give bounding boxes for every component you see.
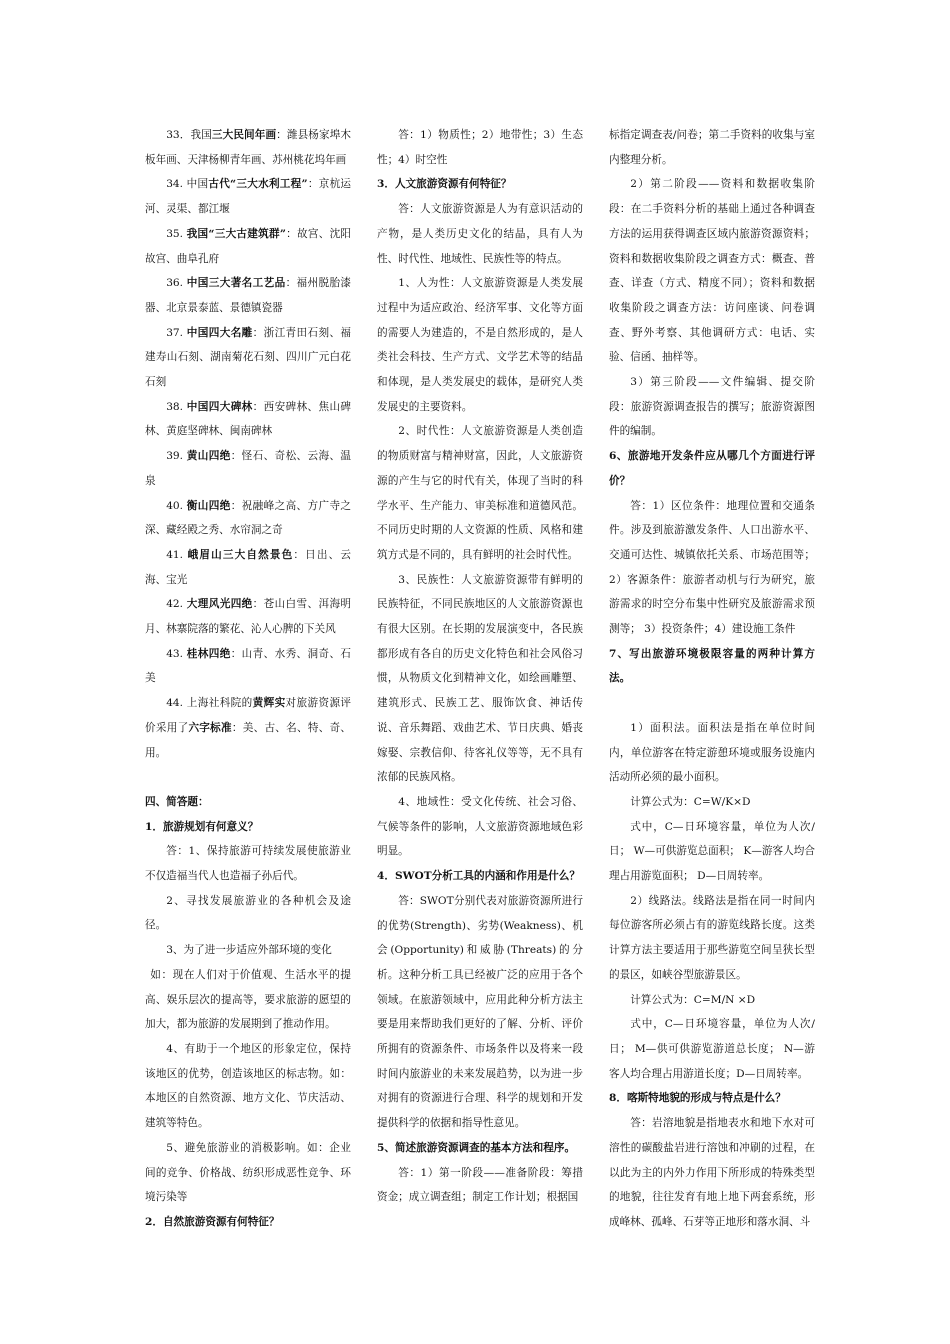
list-item-43: 43. 桂林四绝：山青、水秀、洞奇、石美 xyxy=(145,647,352,685)
question-6: 6、旅游地开发条件应从哪几个方面进行评价？ xyxy=(609,450,815,487)
column-2 xyxy=(377,123,583,1210)
formula-1-description: 式中，C—日环境容量，单位为人次/日； W—可供游览总面积； K—游客人均合理占用游览面积； D—日周转率。 xyxy=(609,820,815,883)
list-item-41: 41. 峨眉山三大自然景色：日出、云海、宝光 xyxy=(145,548,352,586)
answer-1-point-5: 5、避免旅游业的消极影响。如：企业间的竞争、价格战、纺织形成恶性竞争、环境污染等 xyxy=(145,1141,351,1204)
question-2: 2．自然旅游资源有何特征？ xyxy=(145,1215,280,1228)
answer-5-stage-3: 3）第三阶段——文件编辑、提交阶段：旅游资源调查报告的撰写；旅游资源图件的编制。 xyxy=(609,376,815,438)
question-4: 4．SWOT分析工具的内涵和作用是什么？ xyxy=(377,870,580,883)
list-item-44: 44. 上海社科院的黄辉实对旅游资源评价采用了六字标准：美、古、名、特、奇、用。 xyxy=(145,697,352,759)
answer-5-continued: 标指定调查表/问卷；第二手资料的收集与室内整理分析。 xyxy=(609,129,815,166)
answer-5-stage-2: 2）第二阶段——资料和数据收集阶段：在二手资料分析的基础上通过各种调查方法的运用获得调查区域内旅游资源资料；资料和数据收集阶段之调查方式：概查、普查、详查（方式、精度不同）；资料和数据收集阶段之调查方法：访问座谈、问卷调查、野外考察、其他调研方式：电话、实验、信函、抽样等。 xyxy=(609,178,815,364)
answer-7-route-method: 2）线路法。线路法是指在同一时间内每位游客所必须占有的游览线路长度。这类计算方法主要适用于那些游览空间呈狭长型的景区，如峡谷型旅游景区。 xyxy=(609,894,815,981)
answer-2: 答：1）物质性；2）地带性；3）生态性；4）时空性 xyxy=(377,129,583,166)
question-1: 1．旅游规划有何意义？ xyxy=(145,820,259,833)
answer-1-point-3-detail: 如：现在人们对于价值观、生活水平的提高、娱乐层次的提高等，要求旅游的愿望的加大，都为旅游的发展期到了推动作用。 xyxy=(145,968,351,1031)
list-item-37: 37. 中国四大名雕：浙江青田石刻、福建寿山石刻、湖南菊花石刻、四川广元白花石刻 xyxy=(145,326,352,389)
answer-1-point-3: 3、为了进一步适应外部环境的变化 xyxy=(166,944,332,957)
list-item-34: 34. 中国古代“三大水利工程”：京杭运河、灵渠、都江堰 xyxy=(145,178,352,216)
question-7: 7、写出旅游环境极限容量的两种计算方法。 xyxy=(609,647,815,685)
answer-3: 答：人文旅游资源是人为有意识活动的产物，是人类历史文化的结晶，具有人为性、时代性、地域性、民族性等的特点。 xyxy=(377,203,583,265)
list-item-33: 33．我国三大民间年画：潍县杨家埠木板年画、天津杨柳青年画、苏州桃花坞年画 xyxy=(145,129,351,166)
answer-7-area-method: 1）面积法。面积法是指在单位时间内，单位游客在特定游憩环境或服务设施内活动所必须的最小面积。 xyxy=(609,721,815,784)
list-item-39: 39. 黄山四绝：怪石、奇松、云海、温泉 xyxy=(145,450,352,487)
answer-3-point-3: 3、民族性：人文旅游资源带有鲜明的民族特征，不同民族地区的人文旅游资源也有很大区别。在长期的发展演变中，各民族都形成有各自的历史文化特色和社会风俗习惯，从物质文化到精神文化，如绘画雕塑、建筑形式、民族工艺、服饰饮食、神话传说、音乐舞蹈、戏曲艺术、节日庆典、婚丧嫁娶、宗教信仰、待客礼仪等等，无不具有浓郁的民族风格。 xyxy=(377,573,583,784)
list-item-36: 36. 中国三大著名工艺品：福州脱胎漆器、北京景泰蓝、景德镇瓷器 xyxy=(145,277,352,314)
column-1 xyxy=(145,123,351,1235)
section-heading: 四、简答题： xyxy=(145,795,209,808)
formula-1: 计算公式为：C=W/K×D xyxy=(630,795,751,808)
list-item-38: 38. 中国四大碑林：西安碑林、焦山碑林、黄庭坚碑林、闽南碑林 xyxy=(145,400,352,438)
answer-8: 答：岩溶地貌是指地表水和地下水对可溶性的碳酸盐岩进行溶蚀和冲刷的过程，在以此为主的内外力作用下所形成的特殊类型的地貌，往往发育有地上地下两套系统，形成峰林、孤峰、石芽等正地形和落水洞、斗 xyxy=(609,1117,815,1228)
list-item-40: 40. 衡山四绝：祝融峰之高、方广寺之深、藏经殿之秀、水帘洞之奇 xyxy=(145,499,352,537)
question-5: 5、简述旅游资源调查的基本方法和程序。 xyxy=(377,1141,576,1154)
answer-1-point-2: 2、寻找发展旅游业的各种机会及途径。 xyxy=(145,894,351,932)
answer-5: 答：1）第一阶段——准备阶段：筹措资金；成立调查组；制定工作计划；根据国 xyxy=(377,1166,583,1204)
list-item-42: 42. 大理风光四绝：苍山白雪、洱海明月、林寨院落的繁花、沁人心脾的下关风 xyxy=(145,598,352,636)
formula-2-description: 式中，C—日环境容量，单位为人次/日； M—供可供游览游道总长度； N—游客人均合理占用游道长度；D—日周转率。 xyxy=(609,1018,815,1080)
column-3 xyxy=(609,123,815,1235)
answer-3-point-4: 4、地域性：受文化传统、社会习俗、气候等条件的影响，人文旅游资源地域色彩明显。 xyxy=(377,795,583,858)
list-item-35: 35. 我国“三大古建筑群”：故宫、沈阳故宫、曲阜孔府 xyxy=(145,227,352,265)
answer-3-point-2: 2、时代性：人文旅游资源是人类创造的物质财富与精神财富，因此，人文旅游资源的产生与它的时代有关，体现了当时的科学水平、生产能力、审美标准和道德风范。不同历史时期的人文资源的性质、风格和建筑方式是不同的，具有鲜明的社会时代性。 xyxy=(377,425,583,561)
answer-1-point-1: 答：1、保持旅游可持续发展使旅游业不仅造福当代人也造福子孙后代。 xyxy=(145,845,351,883)
answer-3-point-1: 1、人为性：人文旅游资源是人类发展过程中为适应政治、经济军事、文化等方面的需要人为建造的，不是自然形成的，是人类社会科技、生产方式、文学艺术等的结晶和体现，是人类发展史的载体，是研究人类发展史的主要资料。 xyxy=(377,277,583,413)
question-3: 3．人文旅游资源有何特征？ xyxy=(377,178,512,191)
answer-1-point-4: 4、有助于一个地区的形象定位，保持该地区的优势，创造该地区的标志物。如：本地区的自然资源、地方文化、节庆活动、建筑等特色。 xyxy=(145,1043,351,1130)
answer-6: 答：1）区位条件：地理位置和交通条件。涉及到旅游激发条件、人口出游水平、交通可达性、城镇依托关系、市场范围等；2）客源条件：旅游者动机与行为研究，旅游需求的时空分布集中性研究及旅游需求预测等； 3）投资条件；4）建设施工条件 xyxy=(609,499,815,636)
answer-4: 答：SWOT分别代表对旅游资源所进行的优势(Strength)、劣势(Weakness)、机会(Opportunity)和威胁(Threats)的分析。这种分析工具已经被广泛的应用于各个领域。在旅游领域中，应用此种分析方法主要是用来帮助我们更好的了解、分析、评价所拥有的资源条件、市场条件以及将来一段时间内旅游业的未来发展趋势，以为进一步对拥有的资源进行合理、科学的规划和开发提供科学的依据和指导性意见。 xyxy=(377,894,583,1130)
question-8: 8．喀斯特地貌的形成与特点是什么？ xyxy=(609,1092,786,1105)
formula-2: 计算公式为：C=M/N ×D xyxy=(630,993,756,1006)
